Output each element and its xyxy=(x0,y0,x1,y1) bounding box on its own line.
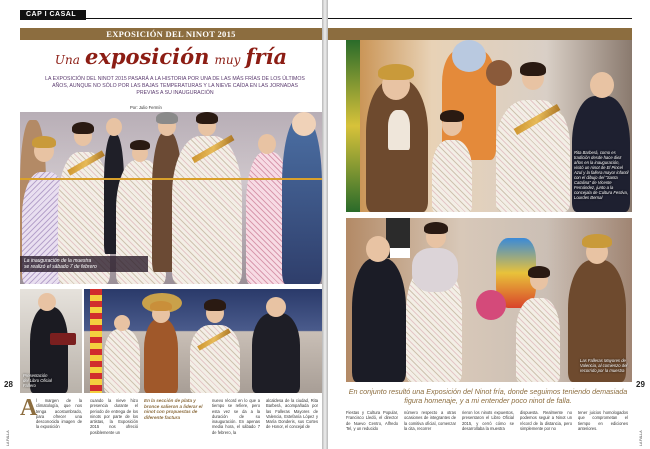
article-deck: LA EXPOSICIÓN DEL NINOT 2015 PASARÁ A LA HISTORIA POR UNA DE LAS MÁS FRÍAS DE LOS ÚLTIMOS AÑOS, AUNQUE NO SÓLO POR LAS BAJAS TEMPERATURAS Y LA NIEVE CAÍDA EN LAS JORNADAS PREVIAS A SU INAUGURACIÓN xyxy=(45,76,305,96)
byline: Por: Julio Fermín xyxy=(130,105,162,110)
body-column: rieron los ninots expuestos, presentaron el Libro Oficial 2015, y cerró cómo se desarrollaba la muestra xyxy=(462,410,514,431)
book-reading-photo xyxy=(84,289,322,393)
folio-left: LA FALLA xyxy=(6,430,10,446)
body-column: Fiestas y Cultura Popular, Francisco Lledó, el director de Nuevo Centro, Alfredo Tel, y un reducido xyxy=(346,410,398,431)
falleras-caption: Las Falleras Mayores de Valencia, al comienzo del recorrido por la muestra xyxy=(580,358,628,373)
body-column: l margen de la climatología, que nos tenga acostumbrado, para ofrecer una desconocida imagen de la exposición xyxy=(36,398,82,430)
page-number-left: 28 xyxy=(4,380,13,389)
body-column: dispuesta. Realmente no podemos seguir a Ninot un récord de la distancia, pero simplemente por no xyxy=(520,410,572,431)
body-column: número respecto a otras ocasiones de integrantes de la comitiva oficial, comenzar la cita, recorrer xyxy=(404,410,456,431)
caption-line: se realizó el sábado 7 de febrero xyxy=(24,264,97,270)
pull-quote: En la sección de plata y bronce salieron a liderar el ninot con propuestas de diferente factura xyxy=(144,398,203,420)
right-page xyxy=(328,0,650,449)
section-tag: CAP I CASAL xyxy=(20,10,86,20)
inauguration-caption xyxy=(20,256,148,272)
headline-word: Una xyxy=(54,53,80,67)
barbera-caption: Rita Barberá, como es tradición desde hace diez años en la inauguración, visitó un ninot de El Pincel Azul y la fallera mayor infantil con el dibujo del “Santa Catalina” de Vicente Fernández, junto a la concejala de Cultura Festiva, Lourdes Bernal xyxy=(574,150,629,200)
page-number-right: 29 xyxy=(636,380,645,389)
title-bar-extension xyxy=(328,28,632,40)
barbera-ninot-photo xyxy=(346,40,632,212)
inauguration-photo xyxy=(20,112,322,284)
article-headline xyxy=(20,44,322,69)
caption-line: del Libro Oficial xyxy=(23,378,52,383)
caption-line: Presentación xyxy=(23,373,48,378)
section-rule xyxy=(328,18,632,19)
folio-right: LA FALLA xyxy=(639,430,643,446)
body-column: nuevo récord en lo que a tiempo se refiere, pero esta vez se da a la duración de su inauguración. En apenas media hora, el sábado 7 de febrero, la xyxy=(212,398,260,435)
drop-cap: A xyxy=(20,395,38,421)
article-title-bar: EXPOSICIÓN DEL NINOT 2015 xyxy=(20,28,322,40)
book-presentation-photo xyxy=(20,289,82,393)
big-quote: En conjunto resultó una Exposición del Ninot fría, donde seguimos teniendo demasiada figura homenaje, y a mi entender poco ninot de falla. xyxy=(348,387,628,405)
headline-word: exposición xyxy=(84,44,210,69)
caption-line: La inauguración de la muestra xyxy=(24,258,92,264)
body-column: tener juicios homologados que comprometan el tiempo en ediciones anteriores. xyxy=(578,410,628,431)
body-column: alcaldesa de la ciudad, Rita Barberá, acompañada por las Falleras Mayores de Valencia, Estefanía López y María Donderis, sus Cortes de Honor, el concejal de xyxy=(266,398,318,430)
book-presentation-caption xyxy=(23,373,82,388)
caption-line: Fallero xyxy=(23,383,36,388)
headline-word: muy xyxy=(214,53,241,67)
body-column: cuando la nieve hizo presencia durante el periodo de entrega de los ninots por parte de los artistas, la Exposición 2015 nos ofreció posiblemente un xyxy=(90,398,138,435)
headline-word: fría xyxy=(245,44,288,69)
left-page xyxy=(0,0,322,449)
falleras-mayores-photo xyxy=(346,218,632,382)
